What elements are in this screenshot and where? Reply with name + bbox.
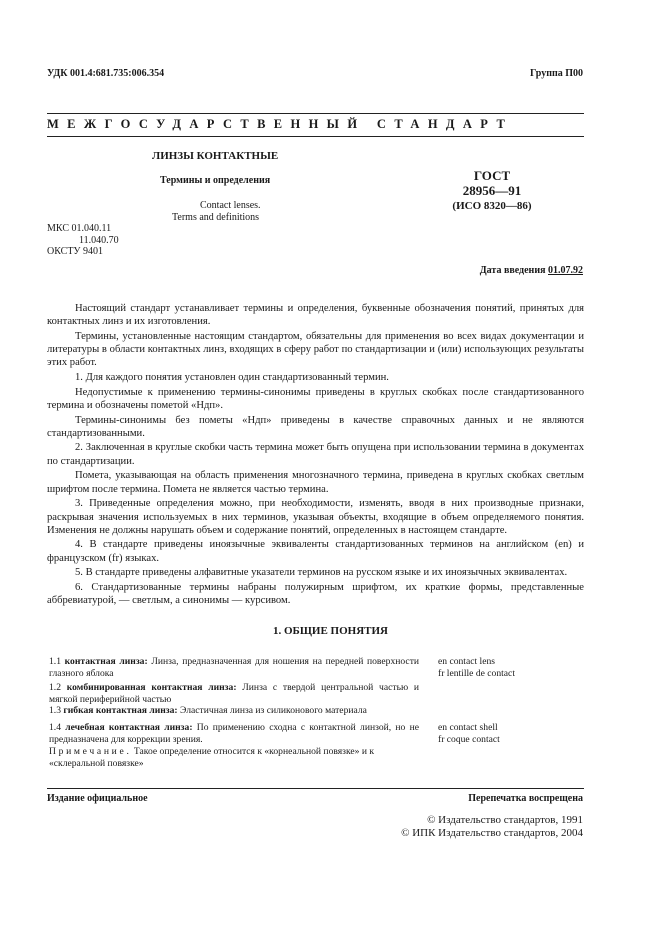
effective-date-label: Дата введения — [479, 265, 548, 276]
reprint-notice: Перепечатка воспрещена — [468, 793, 583, 804]
paragraph: 6. Стандартизованные термины набраны полужирным шрифтом, их краткие формы, представленные аббревиатурой, — светлым, а синонимы — курсивом. — [47, 581, 584, 607]
term-entry-1-1 — [49, 656, 419, 679]
paragraph: Термины-синонимы без пометы «Ндп» приведены в качестве справочных данных и не являются стандартизованными. — [47, 414, 584, 439]
term-name: комбинированная контактная линза: — [66, 682, 237, 693]
gost-code: 28956—91 — [462, 183, 522, 198]
paragraph: 1. Для каждого понятия установлен один стандартизованный термин. — [75, 372, 389, 384]
footer-rule — [47, 788, 584, 789]
effective-date-value: 01.07.92 — [548, 265, 583, 276]
term-name: контактная линза: — [64, 656, 148, 667]
gost-label: ГОСТ — [473, 168, 511, 183]
paragraph: Настоящий стандарт устанавливает термины и определения, буквенные обозначения понятий, принятых для контактных линз и их изготовления. — [47, 303, 584, 328]
okstu-code: ОКСТУ 9401 — [47, 246, 104, 257]
paragraph: Помета, указывающая на область применения многозначного термина, приведена в круглых скобках светлым шрифтом после термина. Помета не является частью термина. — [47, 470, 584, 495]
paragraph: 3. Приведенные определения можно, при необходимости, изменять, вводя в них производные признаки, раскрывая значения используемых в них терминов, указывая объекты, входящие в объем определяемого понятия. Изменения не должны нарушать объем и содержание понятий, определенных в настоящем стандарте. — [47, 498, 584, 536]
term-translation-1-1 — [438, 656, 588, 679]
copyright-1991: © Издательство стандартов, 1991 — [427, 814, 583, 826]
mks-code-2: 11.040.70 — [79, 234, 119, 246]
term-note — [49, 746, 429, 769]
note-text: Такое определение относится к «корнеальной повязке» и к «склеральной повязке» — [49, 746, 375, 769]
classifier-block — [47, 223, 119, 258]
english-title: Contact lenses. — [200, 200, 261, 211]
term-number: 1.2 — [49, 682, 67, 693]
document-subtitle: Термины и определения — [160, 175, 271, 186]
banner-rule — [47, 136, 584, 137]
mks-code-1: МКС 01.040.11 — [47, 223, 112, 234]
term-translation-1-4 — [438, 722, 588, 745]
gost-number — [440, 168, 544, 198]
term-en: en contact lens — [438, 656, 496, 667]
group-code: Группа П00 — [530, 68, 583, 79]
top-rule — [47, 113, 584, 114]
official-edition: Издание официальное — [47, 793, 148, 804]
term-name: гибкая контактная линза: — [63, 705, 178, 716]
term-number: 1.1 — [49, 656, 65, 667]
term-en: en contact shell — [438, 722, 498, 733]
term-entry-1-4 — [49, 722, 419, 745]
paragraph: Недопустимые к применению термины-синонимы приведены в круглых скобках после стандартизованного термина и обозначены пометой «Ндп». — [47, 386, 584, 411]
term-definition: Эластичная линза из силиконового материала — [177, 705, 367, 716]
paragraph: 4. В стандарте приведены иноязычные эквиваленты стандартизованных терминов на английском (en) и французском (fr) языках. — [47, 539, 584, 564]
term-definition: Линза с твердой центральной частью и мягкой периферийной частью — [49, 682, 420, 705]
term-number: 1.3 — [49, 705, 64, 716]
standard-banner: МЕЖГОСУДАРСТВЕННЫЙ СТАНДАРТ — [47, 117, 514, 131]
term-fr: fr coque contact — [438, 733, 500, 745]
term-definition: По применению сходна с контактной линзой, но не предназначена для коррекции зрения. — [49, 722, 419, 745]
term-name: лечебная контактная линза: — [65, 722, 193, 733]
section-heading: 1. ОБЩИЕ ПОНЯТИЯ — [272, 625, 388, 637]
udk-code: УДК 001.4:681.735:006.354 — [47, 68, 165, 79]
note-label: Примечание. — [49, 746, 132, 757]
term-entry-1-2 — [49, 682, 419, 705]
term-number: 1.4 — [49, 722, 66, 733]
paragraph: 2. Заключенная в круглые скобки часть термина может быть опущена при использовании термина в документах по стандартизации. — [47, 442, 584, 467]
paragraph: Термины, установленные настоящим стандартом, обязательны для применения во всех видах документации и литературы в области контактных линз, входящих в сферу работ по стандартизации и (или) использующих результаты этих работ. — [47, 330, 584, 369]
copyright-2004: © ИПК Издательство стандартов, 2004 — [401, 827, 583, 839]
iso-reference: (ИСО 8320—86) — [452, 200, 532, 212]
term-definition: Линза, предназначенная для ношения на передней поверхности глазного яблока — [49, 656, 420, 679]
term-entry-1-3 — [49, 705, 419, 717]
intro-text — [47, 302, 584, 609]
paragraph: 5. В стандарте приведены алфавитные указатели терминов на русском языке и их иноязычных эквивалентах. — [75, 567, 568, 579]
document-title: ЛИНЗЫ КОНТАКТНЫЕ — [152, 150, 279, 162]
english-subtitle: Terms and definitions — [172, 212, 260, 223]
effective-date — [480, 265, 583, 276]
term-fr: fr lentille de contact — [438, 667, 515, 679]
